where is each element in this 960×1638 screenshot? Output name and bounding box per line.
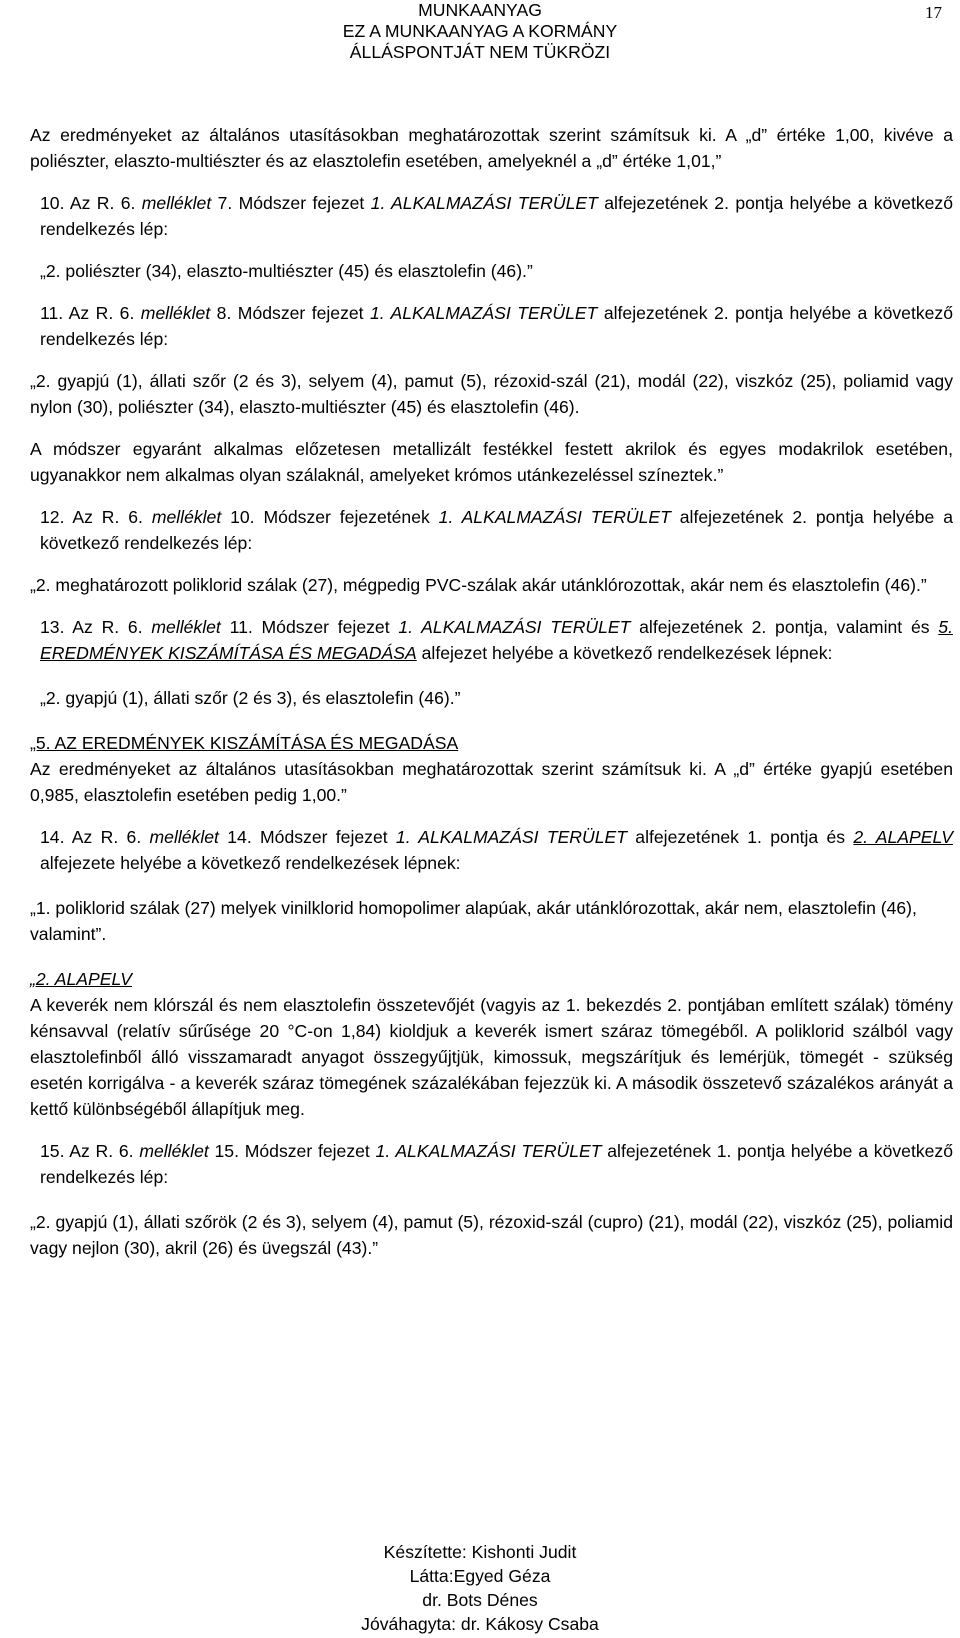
amendment-14: 14. Az R. 6. melléklet 14. Módszer fejezet 1. ALKALMAZÁSI TERÜLET alfejezetének 1. pontja és 2. ALAPELV alfejezete helyébe a következő rendelkezések lépnek: xyxy=(40,827,953,873)
footer-approver: Jóváhagyta: dr. Kákosy Csaba xyxy=(361,1614,599,1634)
footer-reviewer: Látta:Egyed Géza xyxy=(409,1566,551,1586)
page-number: 17 xyxy=(925,3,942,22)
paragraph-1: Az eredményeket az általános utasításokban meghatározottak szerint számítsuk ki. A „d” értéke 1,00, kivéve a poliészter, elaszto-multiészter és az elasztolefin esetében, amelyeknél a „d” értéke 1,01,” xyxy=(30,125,953,171)
section-2-body: A keverék nem klórszál és nem elasztolefin összetevőjét (vagyis az 1. bekezdés 2. pontjában említett szálak) tömény kénsavval (relatív sűrűsége 20 °C-on 1,84) kioldjuk a keverék ismert száraz tömegéből. A poliklorid szálból vagy elasztolefinből álló visszamaradt anyagot összegyűjtjük, kimossuk, megszárítjuk és lemérjük, tömegét - szükség esetén korrigálva - a keverék száraz tömegének százalékában fejezzük ki. A második összetevő százalékos arányát a kettő különbségéből állapítjuk meg. xyxy=(30,995,953,1119)
amendment-11: 11. Az R. 6. melléklet 8. Módszer fejezet 1. ALKALMAZÁSI TERÜLET alfejezetének 2. pontja helyébe a következő rendelkezés lép: xyxy=(40,303,954,349)
section-5-heading: „5. AZ EREDMÉNYEK KISZÁMÍTÁSA ÉS MEGADÁSA xyxy=(30,733,459,753)
amendment-14-text-end: valamint”. xyxy=(30,924,107,944)
amendment-10-text: „2. poliészter (34), elaszto-multiészter (45) és elasztolefin (46).” xyxy=(40,261,533,281)
document-body xyxy=(30,122,953,1261)
amendment-12: 12. Az R. 6. melléklet 10. Módszer fejezetének 1. ALKALMAZÁSI TERÜLET alfejezetének 2. pontja helyébe a következő rendelkezés lép: xyxy=(40,507,953,553)
header-disclaimer-line1: EZ A MUNKAANYAG A KORMÁNY xyxy=(342,21,618,41)
amendment-12-text: „2. meghatározott poliklorid szálak (27), mégpedig PVC-szálak akár utánklórozottak, akár nem és elasztolefin (46).” xyxy=(30,575,927,595)
section-2-heading: „2. ALAPELV xyxy=(30,969,133,989)
amendment-15-text: „2. gyapjú (1), állati szőrök (2 és 3), selyem (4), pamut (5), rézoxid-szál (cupro) (21), modál (22), viszkóz (25), poliamid vagy nejlon (30), akril (26) és üvegszál (43).” xyxy=(30,1212,953,1258)
amendment-11-text-2: A módszer egyaránt alkalmas előzetesen metallizált festékkel festett akrilok és egyes modakrilok esetében, ugyanakkor nem alkalmas olyan szálaknál, amelyeket krómos utánkezeléssel színeztek.” xyxy=(30,439,953,485)
amendment-11-text: „2. gyapjú (1), állati szőr (2 és 3), selyem (4), pamut (5), rézoxid-szál (21), modál (22), viszkóz (25), poliamid vagy nylon (30), poliészter (34), elaszto-multiészter (45) és elasztolefin (46). xyxy=(30,371,953,417)
amendment-14-text: „1. poliklorid szálak (27) melyek vinilklorid homopolimer alapúak, akár utánklórozottak, akár nem, elasztolefin (46), xyxy=(30,898,917,918)
header-draft-label: MUNKAANYAG xyxy=(418,0,542,20)
amendment-10: 10. Az R. 6. melléklet 7. Módszer fejezet 1. ALKALMAZÁSI TERÜLET alfejezetének 2. pontja helyébe a következő rendelkezés lép: xyxy=(40,193,954,239)
header-disclaimer-line2: ÁLLÁSPONTJÁT NEM TÜKRÖZI xyxy=(349,42,611,62)
amendment-15: 15. Az R. 6. melléklet 15. Módszer fejezet 1. ALKALMAZÁSI TERÜLET alfejezetének 1. pontja helyébe a következő rendelkezés lép: xyxy=(40,1141,953,1187)
footer-reviewer-2: dr. Bots Dénes xyxy=(422,1590,538,1610)
page-footer xyxy=(0,1540,960,1636)
amendment-13-text: „2. gyapjú (1), állati szőr (2 és 3), és elasztolefin (46).” xyxy=(40,688,461,708)
page-header xyxy=(0,0,960,63)
amendment-13: 13. Az R. 6. melléklet 11. Módszer fejezet 1. ALKALMAZÁSI TERÜLET alfejezetének 2. pontja, valamint és 5. EREDMÉNYEK KISZÁMÍTÁSA ÉS MEGADÁSA alfejezet helyébe a következő rendelkezések lépnek: xyxy=(40,617,953,663)
section-5-body: Az eredményeket az általános utasításokban meghatározottak szerint számítsuk ki. A „d” értéke gyapjú esetében 0,985, elasztolefin esetében pedig 1,00.” xyxy=(30,759,953,805)
footer-author: Készítette: Kishonti Judit xyxy=(383,1542,577,1562)
